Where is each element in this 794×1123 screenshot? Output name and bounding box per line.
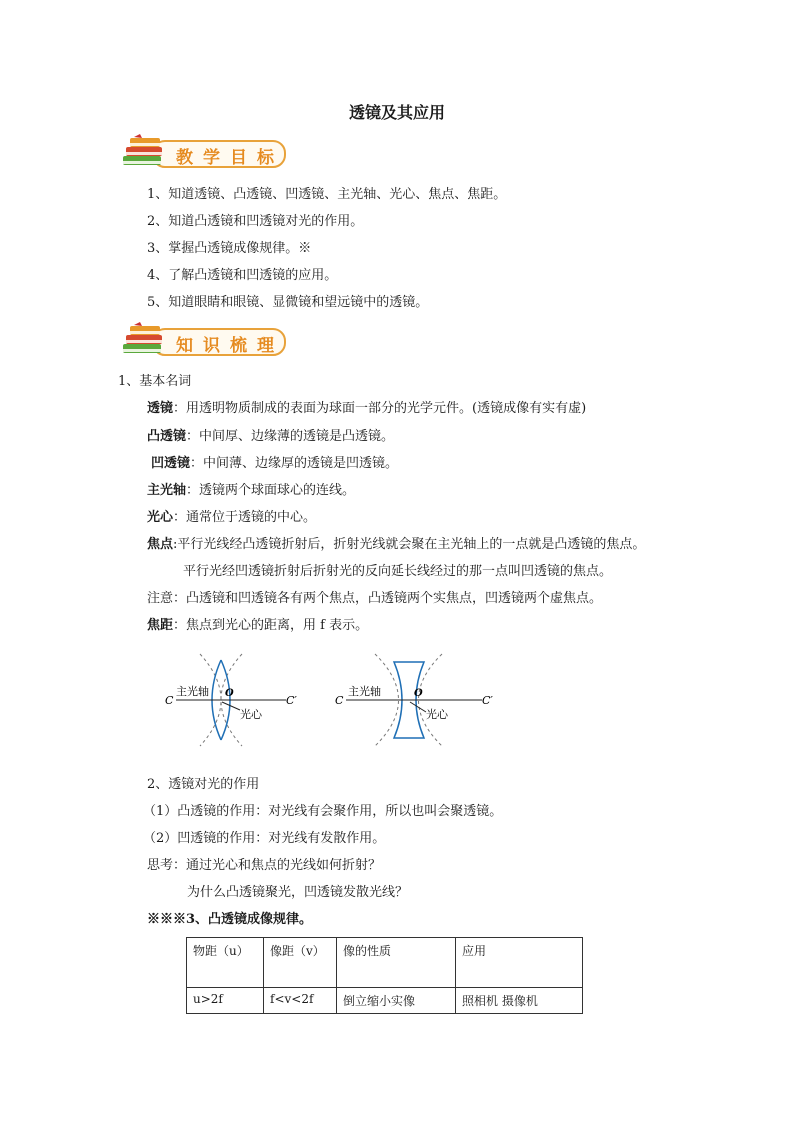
effect-item: （2）凹透镜的作用：对光线有发散作用。 <box>143 831 386 846</box>
goals-banner-pill <box>152 140 286 168</box>
term-label: 光心 <box>147 510 174 525</box>
term-label: 主光轴 <box>147 483 187 498</box>
term-label: 透镜 <box>147 401 174 416</box>
table-cell: 照相机 摄像机 <box>456 988 583 1014</box>
term-definition: :平行光线经凸透镜折射后，折射光线就会聚在主光轴上的一点就是凸透镜的焦点。 <box>173 537 646 552</box>
focus-concave-text: 平行光经凹透镜折射后折射光的反向延长线经过的那一点叫凹透镜的焦点。 <box>183 564 613 579</box>
knowledge-banner-pill <box>152 328 286 356</box>
term-label: 凹透镜 <box>151 456 191 471</box>
term-concave <box>151 455 398 473</box>
point-c-label: C <box>335 694 344 707</box>
point-o-label: O <box>414 688 423 699</box>
center-label: 光心 <box>240 708 262 721</box>
think-question: 思考：通过光心和焦点的光线如何折射？ <box>147 858 382 873</box>
term-optical-center <box>147 509 316 527</box>
goal-item: 3、掌握凸透镜成像规律。※ <box>147 241 312 256</box>
term-focal-length <box>147 617 368 635</box>
goal-item: 2、知道凸透镜和凹透镜对光的作用。 <box>147 214 364 229</box>
think-question-2: 为什么凸透镜聚光，凹透镜发散光线？ <box>187 885 409 900</box>
term-definition: ：用透明物质制成的表面为球面一部分的光学元件。(透镜成像有实有虚) <box>173 401 587 416</box>
effect-item: （1）凸透镜的作用：对光线有会聚作用，所以也叫会聚透镜。 <box>143 804 503 819</box>
goal-item: 1、知道透镜、凸透镜、凹透镜、主光轴、光心、焦点、焦距。 <box>147 187 507 202</box>
center-label: 光心 <box>426 708 448 721</box>
term-definition: ：中间薄、边缘厚的透镜是凹透镜。 <box>190 456 399 471</box>
table-cell: 倒立缩小实像 <box>337 988 456 1014</box>
term-definition: ：通常位于透镜的中心。 <box>173 510 317 525</box>
point-c-prime-label: C′ <box>286 694 297 707</box>
point-c-label: C <box>165 694 174 707</box>
section-heading: ※※※3、凸透镜成像规律。 <box>147 912 313 927</box>
term-convex <box>147 428 394 446</box>
goal-item: 5、知道眼睛和眼镜、显微镜和望远镜中的透镜。 <box>147 295 429 310</box>
table-cell: f<v<2f <box>264 988 337 1014</box>
term-definition: ：透镜两个球面球心的连线。 <box>186 483 356 498</box>
table-cell: u>2f <box>187 988 264 1014</box>
term-label: 焦点 <box>147 537 174 552</box>
table-header-cell: 像距（v） <box>264 938 337 988</box>
table-header-row <box>187 938 583 988</box>
term-label: 凸透镜 <box>147 429 187 444</box>
knowledge-banner-label: 知识梳理 <box>176 336 284 356</box>
goal-item: 4、了解凸透镜和凹透镜的应用。 <box>147 268 338 283</box>
goals-banner-label: 教学目标 <box>176 148 284 168</box>
concave-lens-diagram <box>330 650 495 750</box>
table-header-cell: 物距（u） <box>187 938 264 988</box>
term-definition: ：中间厚、边缘薄的透镜是凸透镜。 <box>186 429 395 444</box>
convex-lens-diagram <box>160 650 302 750</box>
point-c-prime-label: C′ <box>482 694 493 707</box>
section-heading: 1、基本名词 <box>118 374 192 389</box>
books-icon <box>120 322 170 358</box>
table-header-cell: 像的性质 <box>337 938 456 988</box>
imaging-rules-table <box>186 937 583 1014</box>
term-focus <box>147 536 645 554</box>
point-o-label: O <box>225 688 234 699</box>
term-label: 焦距 <box>147 618 174 633</box>
axis-label: 主光轴 <box>176 685 209 698</box>
table-row <box>187 988 583 1014</box>
section-heading: 2、透镜对光的作用 <box>147 777 260 792</box>
note-text: 注意：凸透镜和凹透镜各有两个焦点，凸透镜两个实焦点，凹透镜两个虚焦点。 <box>147 591 603 606</box>
term-axis <box>147 482 355 500</box>
term-definition: ：焦点到光心的距离，用 f 表示。 <box>173 618 369 633</box>
axis-label: 主光轴 <box>348 685 381 698</box>
term-lens <box>147 400 586 418</box>
knowledge-banner <box>120 322 285 358</box>
table-header-cell: 应用 <box>456 938 583 988</box>
page-title: 透镜及其应用 <box>348 103 445 122</box>
books-icon <box>120 134 170 170</box>
goals-banner <box>120 134 285 170</box>
